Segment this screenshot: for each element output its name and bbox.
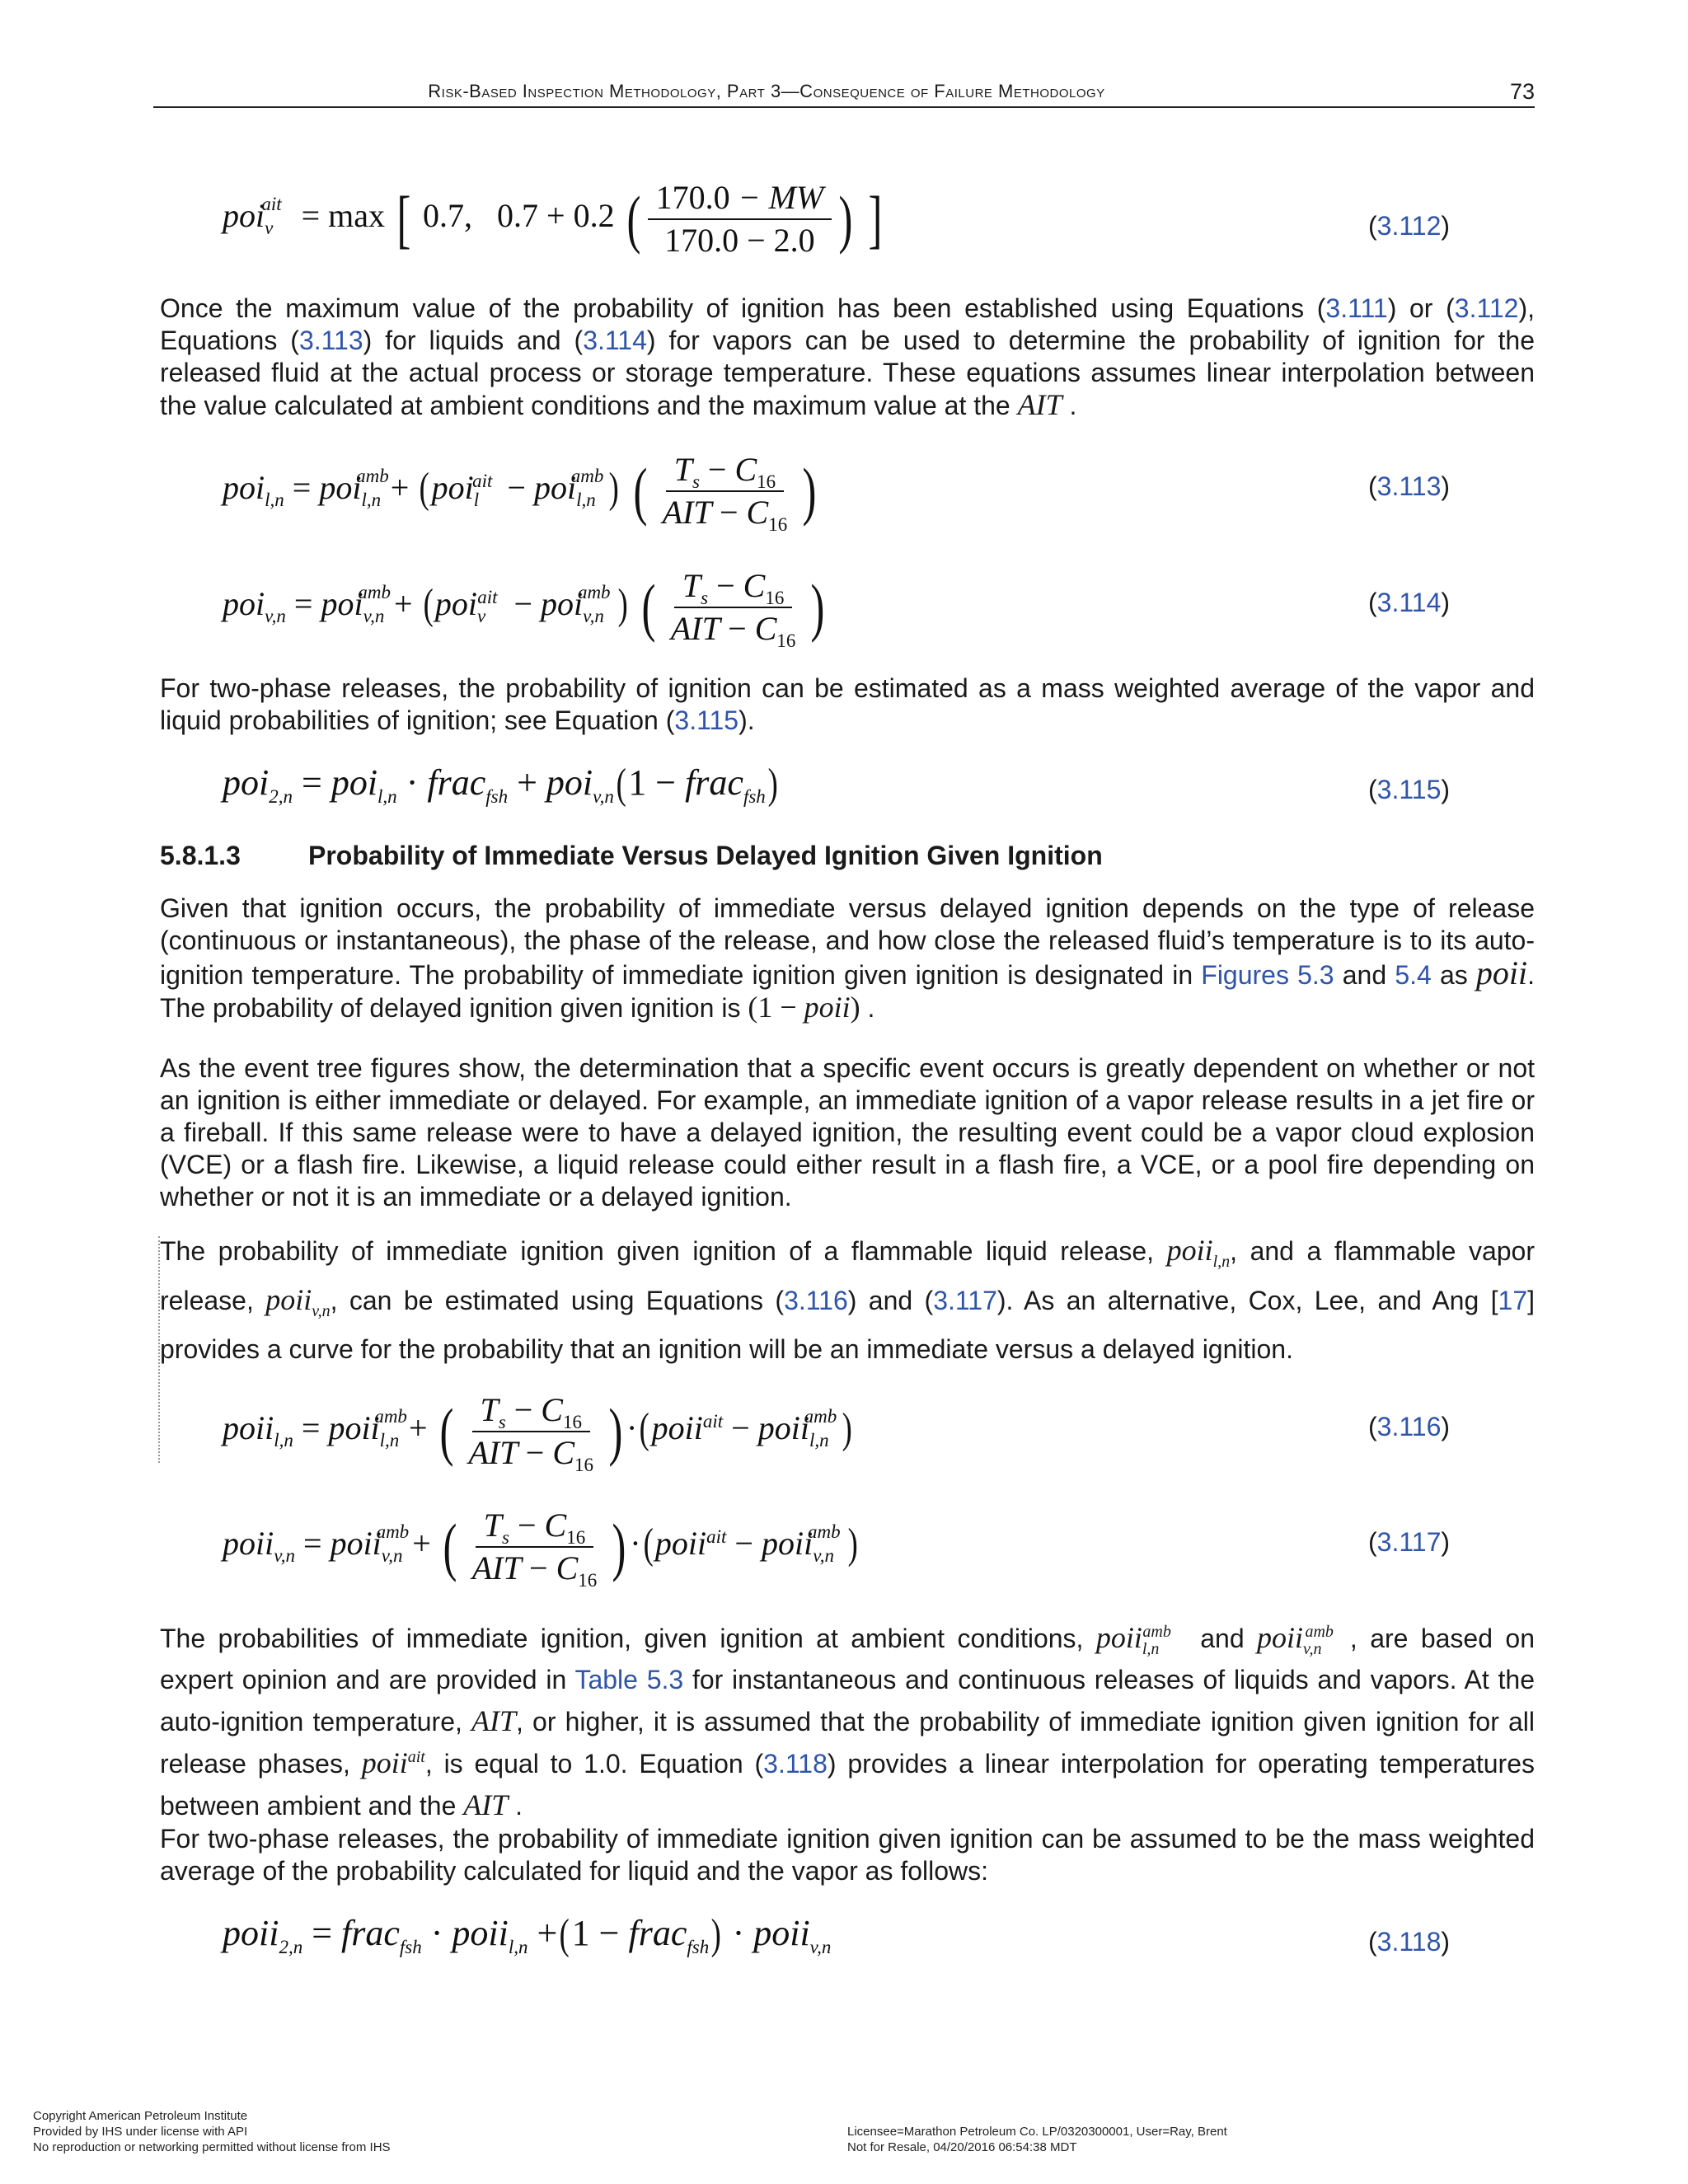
equation-3117: poii$_{v,n}$ = poii$_{v,n}^{amb}$ + ( $\frac{T_s - C_{16}}{AIT - C_{16}}$ ) ·(poii$^{ait}$ − poii$_{v,n}^{amb}$ ) <box>223 1507 858 1591</box>
equation-number-3113: (3.113) <box>1368 471 1451 501</box>
equation-number-3117: (3.117) <box>1368 1527 1451 1557</box>
paragraph-4: As the event tree figures show, the determination that a specific event occurs is greatly dependent on whether or not an ignition is either immediate or delayed. For example, an immediate ignition of a vapor release results in a jet fire or a fireball. If this same release were to have a delayed ignition, the resulting event could be a vapor cloud explosion (VCE) or a flash fire. Likewise, a liquid release could either result in a flash fire, a VCE, or a pool fire depending on whether or not it is an immediate or a delayed ignition. <box>160 1053 1535 1212</box>
ref-figure-5-4[interactable]: 5.4 <box>1395 960 1432 990</box>
running-header: Risk-Based Inspection Methodology, Part 3—Consequence of Failure Methodology <box>428 81 1105 101</box>
section-heading: 5.8.1.3 Probability of Immediate Versus Delayed Ignition Given Ignition <box>160 841 1103 870</box>
ref-3111[interactable]: 3.111 <box>1325 293 1388 323</box>
equation-number-3114: (3.114) <box>1368 588 1451 617</box>
paragraph-7: For two-phase releases, the probability of immediate ignition given ignition can be assumed to be the mass weighted average of the probability calculated for liquid and the vapor as follows: <box>160 1824 1535 1886</box>
ref-figures-5-3[interactable]: Figures 5.3 <box>1201 960 1334 990</box>
header-rule <box>153 106 1535 108</box>
footer-license <box>847 2124 1227 2155</box>
equation-number-3118: (3.118) <box>1368 1927 1451 1957</box>
footer-line: Licensee=Marathon Petroleum Co. LP/0320300001, User=Ray, Brent <box>847 2125 1227 2139</box>
footer-line: Not for Resale, 04/20/2016 06:54:38 MDT <box>847 2140 1077 2154</box>
equation-number-3112: (3.112) <box>1368 211 1451 241</box>
ref-3116[interactable]: 3.116 <box>784 1286 848 1315</box>
ref-17[interactable]: 17 <box>1498 1286 1528 1315</box>
ref-3112[interactable]: 3.112 <box>1454 293 1519 323</box>
page-number: 73 <box>1509 79 1535 104</box>
footer-line: Provided by IHS under license with API <box>33 2125 248 2139</box>
paragraph-3: Given that ignition occurs, the probability of immediate versus delayed ignition depends on the type of release (continuous or instantaneous), the phase of the release, and how close the released fluid’s temperature is to its auto-ignition temperature. The probability of immediate ignition given ignition is designated in Figures 5.3 and 5.4 as poii. The probability of delayed ignition given ignition is (1 − poii) . <box>160 893 1536 1024</box>
paragraph-2: For two-phase releases, the probability of ignition can be estimated as a mass weighted average of the vapor and liquid probabilities of ignition; see Equation (3.115). <box>160 673 1535 735</box>
ref-3118[interactable]: 3.118 <box>763 1749 828 1779</box>
ref-3113[interactable]: 3.113 <box>298 326 363 355</box>
footer-copyright <box>33 2108 391 2155</box>
equation-3115: poi$_{2,n}$ = poi$_{l,n}$ · frac$_{fsh}$ + poi$_{v,n}$(1 − frac$_{fsh}$) <box>223 761 778 808</box>
footer-line: No reproduction or networking permitted without license from IHS <box>33 2140 391 2154</box>
equation-number-3116: (3.116) <box>1368 1412 1451 1441</box>
paragraph-5: The probability of immediate ignition given ignition of a flammable liquid release, poii$_{l,n}$, and a flammable vapor release, poii$_{v,n}$, can be estimated using Equations (3.116) and (3.117). As an alternative, Cox, Lee, and Ang [17] provides a curve for the probability that an ignition will be an immediate versus a delayed ignition. <box>160 1234 1536 1364</box>
equation-3112: poi$_v^{ait}$ = max [ 0.7, 0.7 + 0.2 ( $\frac{170.0 - MW}{170.0 - 2.0}$ ) ] <box>223 179 883 259</box>
ref-table-5-3[interactable]: Table 5.3 <box>574 1665 684 1694</box>
equation-number-3115: (3.115) <box>1368 775 1451 804</box>
paragraph-1: Once the maximum value of the probability of ignition has been established using Equations (3.111) or (3.112), Equations (3.113) for liquids and (3.114) for vapors can be used to determine the probability of ignition for the released fluid at the actual process or storage temperature. These equations assumes linear interpolation between the value calculated at ambient conditions and the maximum value at the AIT . <box>160 293 1536 421</box>
ref-3114[interactable]: 3.114 <box>583 326 647 355</box>
equation-3114: poi$_{v,n}$ = poi$_{v,n}^{amb}$ + (poi$_v^{ait}$ − poi$_{v,n}^{amb}$ ) ( $\frac{T_s - C_{16}}{AIT - C_{16}}$ ) <box>223 567 825 651</box>
ref-3117[interactable]: 3.117 <box>933 1286 997 1315</box>
equation-3113: poi$_{l,n}$ = poi$_{l,n}^{amb}$+ (poi$_l^{ait}$ − poi$_{l,n}^{amb}$ ) ( $\frac{T_s - C_{16}}{AIT - C_{16}}$ ) <box>223 451 817 535</box>
equation-3116: poii$_{l,n}$ = poii$_{l,n}^{amb}$+ ( $\frac{T_s - C_{16}}{AIT - C_{16}}$ ) ·(poii$^{ait}$ − poii$_{l,n}^{amb}$ ) <box>223 1391 852 1475</box>
paragraph-6: The probabilities of immediate ignition, given ignition at ambient conditions, poii$_{l,n}^{amb}$ and poii$_{v,n}^{amb}$ , are based on expert opinion and are provided in Table 5.3 for instantaneous and continuous releases of liquids and vapors. At the auto-ignition temperature, AIT, or higher, it is assumed that the probability of immediate ignition given ignition for all release phases, poii$^{ait}$, is equal to 1.0. Equation (3.118) provides a linear interpolation for operating temperatures between ambient and the AIT . <box>160 1621 1536 1821</box>
ref-3115[interactable]: 3.115 <box>674 705 739 735</box>
footer-line: Copyright American Petroleum Institute <box>33 2109 248 2123</box>
equation-3118: poii$_{2,n}$ = frac$_{fsh}$ · poii$_{l,n}$ +(1 − frac$_{fsh}$) · poii$_{v,n}$ <box>223 1911 832 1958</box>
